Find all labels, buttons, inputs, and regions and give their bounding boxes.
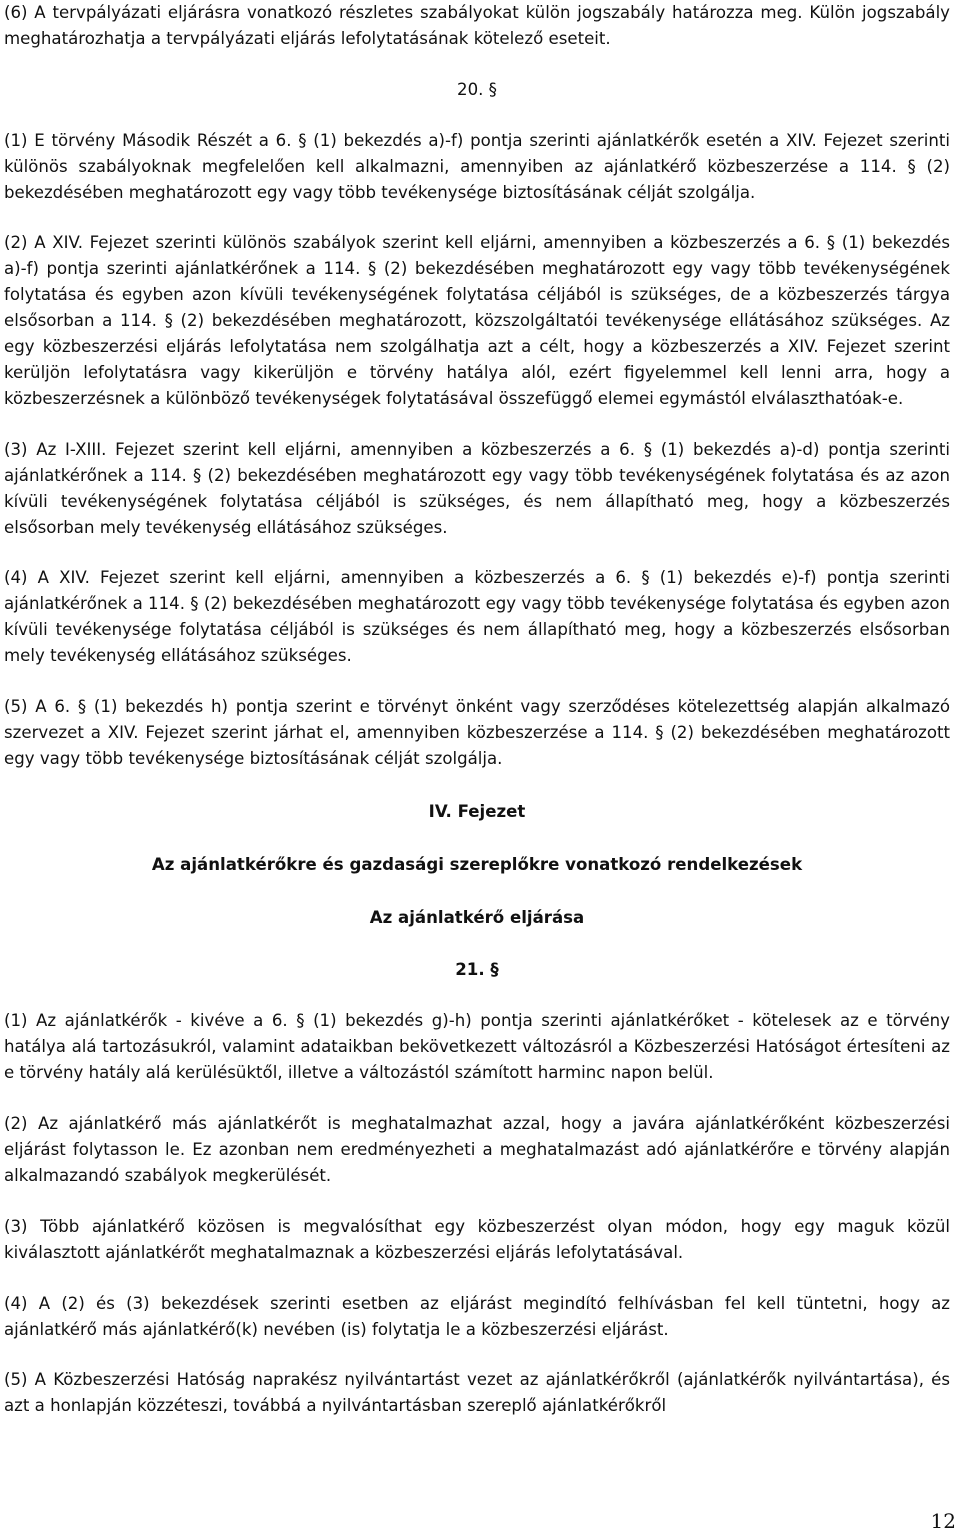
chapter-heading: IV. Fejezet [428, 801, 526, 821]
section-heading-20: 20. § [457, 79, 497, 99]
section-20-paragraph-4: (4) A XIV. Fejezet szerint kell eljárni, amennyiben a közbeszerzés a 6. § (1) bekezdés e)-f) pontja szerinti ajánlatkérőnek a 114. § (2) bekezdésében meghatározott egy vagy több tevékenysége folytatása és egyben azon kívüli tevékenysége folytatása céljából is szükséges és nem állapítható meg, hogy a közbeszerzés elsősorban mely tevékenység ellátásához szükséges. [4, 568, 950, 666]
subchapter-title: Az ajánlatkérő eljárása [369, 907, 585, 927]
section-20-paragraph-5: (5) A 6. § (1) bekezdés h) pontja szerint e törvényt önként vagy szerződéses kötelezettség alapján alkalmazó szervezet a XIV. Fejezet szerint járhat el, amennyiben közbeszerzése a 114. § (2) bekezdésében meghatározott egy vagy több tevékenysége biztosításának célját szolgálja. [4, 697, 950, 768]
section-20-paragraph-1: (1) E törvény Második Részét a 6. § (1) bekezdés a)-f) pontja szerinti ajánlatkérők esetén a XIV. Fejezet szerinti különös szabályoknak megfelelően kell alkalmazni, amennyiben az ajánlatkérő közbeszerzése a 114. § (2) bekezdésében meghatározott egy vagy több tevékenysége biztosításának célját szolgálja. [4, 130, 950, 202]
section-21-paragraph-2: (2) Az ajánlatkérő más ajánlatkérőt is meghatalmazhat azzal, hogy a javára ajánlatkérőként közbeszerzési eljárást folytasson le. Ez azonban nem eredményezheti a meghatalmazást adó ajánlatkérőre e törvény alapján alkalmazandó szabályok megkerülését. [4, 1114, 950, 1185]
section-21-paragraph-4: (4) A (2) és (3) bekezdések szerinti esetben az eljárást megindító felhívásban fel kell tüntetni, hogy az ajánlatkérő más ajánlatkérő(k) nevében (is) folytatja le a közbeszerzési eljárást. [4, 1293, 950, 1339]
section-21-paragraph-1: (1) Az ajánlatkérők - kivéve a 6. § (1) bekezdés g)-h) pontja szerinti ajánlatkérőket - kötelesek az e törvény hatálya alá tartozásukról, valamint adataikban bekövetkezett változásról a Közbeszerzési Hatóságot értesíteni az e törvény hatály alá kerülésüktől, illetve a változástól számított harminc napon belül. [4, 1011, 950, 1083]
section-21-paragraph-5: (5) A Közbeszerzési Hatóság naprakész nyilvántartást vezet az ajánlatkérőkről (ajánlatkérők nyilvántartása), és azt a honlapján közzéteszi, továbbá a nyilvántartásban szereplő ajánlatkérőkről [4, 1370, 950, 1416]
section-21-paragraph-3: (3) Több ajánlatkérő közösen is megvalósíthat egy közbeszerzést olyan módon, hogy egy maguk közül kiválasztott ajánlatkérőt meghatalmaznak a közbeszerzési eljárás lefolytatásával. [4, 1216, 950, 1262]
document-page [4, 0, 950, 1419]
section-heading-21: 21. § [455, 960, 499, 980]
paragraph-6: (6) A tervpályázati eljárásra vonatkozó részletes szabályokat külön jogszabály határozza meg. Külön jogszabály meghatározhatja a tervpályázati eljárás lefolytatásának kötelező eseteit. [4, 3, 950, 48]
section-20-paragraph-3: (3) Az I-XIII. Fejezet szerint kell eljárni, amennyiben a közbeszerzés a 6. § (1) bekezdés a)-d) pontja szerinti ajánlatkérőnek a 114. § (2) bekezdésében meghatározott egy vagy több tevékenységének folytatása és az azon kívüli tevékenységének folytatása céljából is szükséges, és nem állapítható meg, hogy a közbeszerzés elsősorban mely tevékenység ellátásához szükséges. [4, 439, 950, 537]
chapter-title: Az ajánlatkérőkre és gazdasági szereplőkre vonatkozó rendelkezések [151, 854, 803, 874]
page-number: 12 [930, 1509, 956, 1533]
section-20-paragraph-2: (2) A XIV. Fejezet szerinti különös szabályok szerint kell eljárni, amennyiben a közbeszerzés a 6. § (1) bekezdés a)-f) pontja szerinti ajánlatkérőnek a 114. § (2) bekezdésében meghatározott egy vagy több tevékenységének folytatása és egyben azon kívüli tevékenységének folytatása céljából is szükséges, de a közbeszerzés tárgya elsősorban a 114. § (2) bekezdésében meghatározott, közszolgáltatói tevékenysége ellátásához szükséges. Az egy közbeszerzési eljárás lefolytatása nem szolgálhatja azt a célt, hogy a közbeszerzés a XIV. Fejezet szerint kerüljön lefolytatásra vagy kikerüljön e törvény hatálya alól, ezért figyelemmel kell lenni arra, hogy a közbeszerzésnek a különböző tevékenységek folytatásával összefüggő elemei egymástól elválaszthatóak-e. [4, 233, 950, 408]
